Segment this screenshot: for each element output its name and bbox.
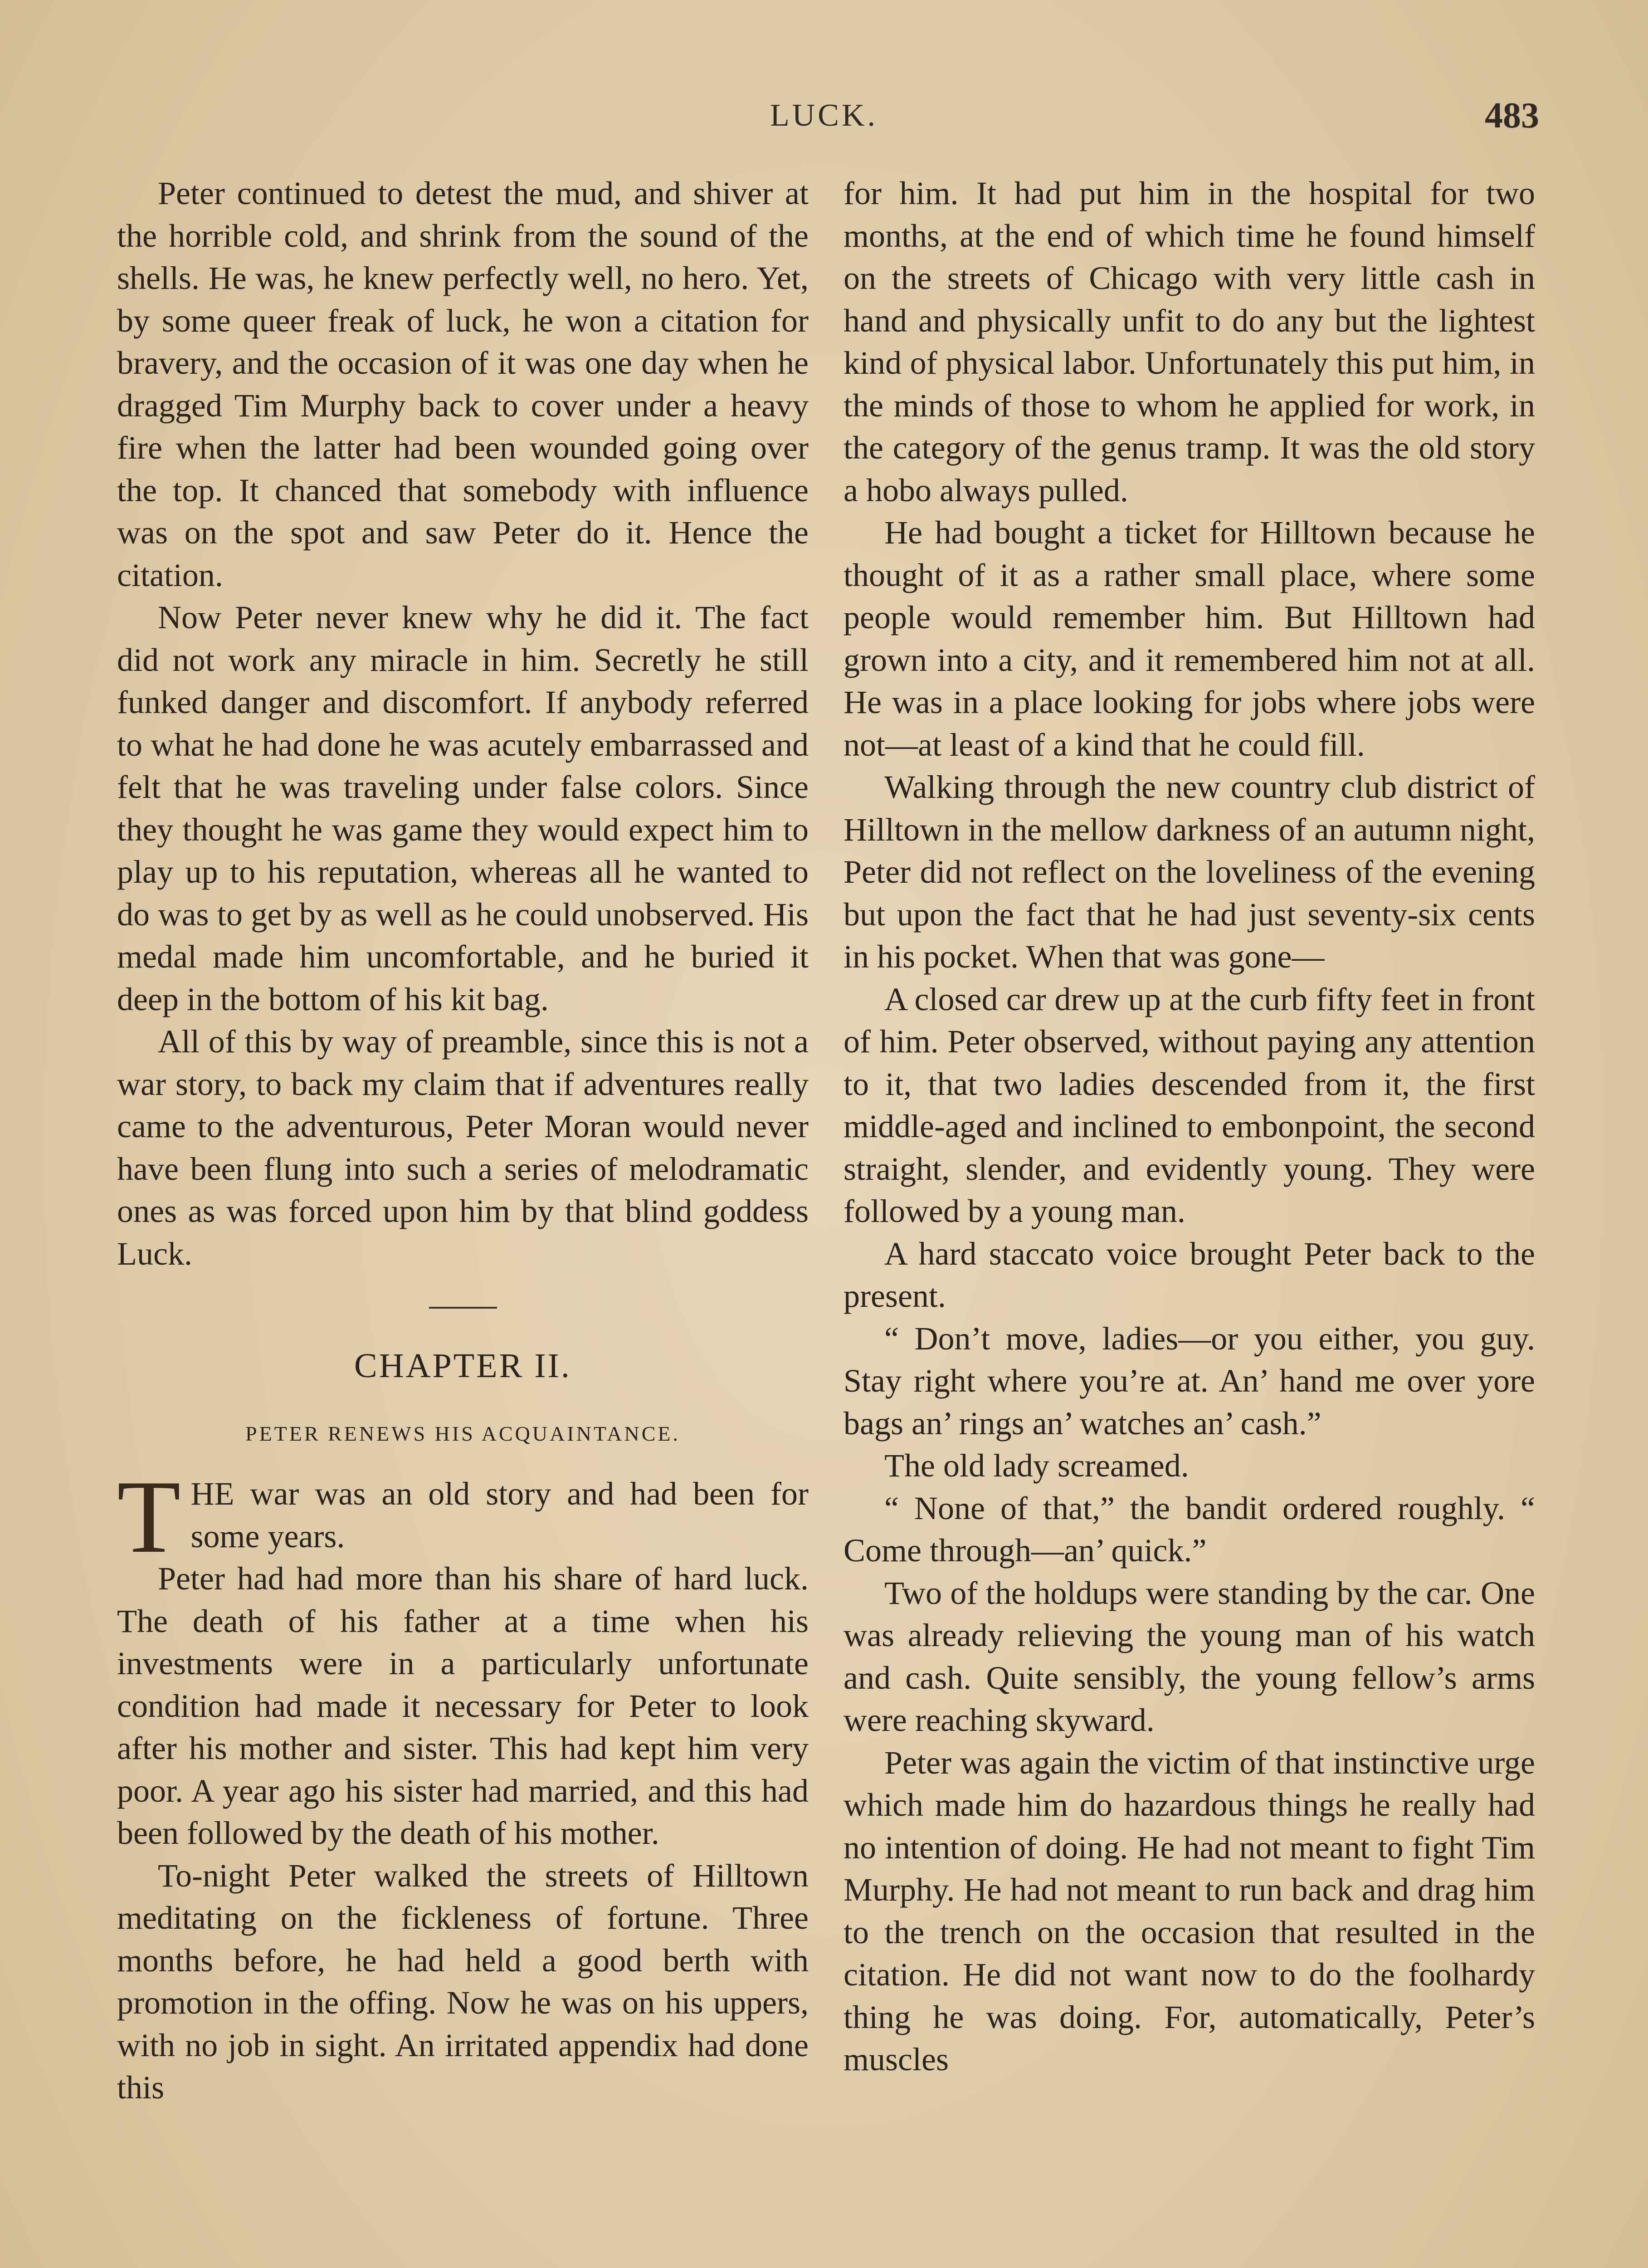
paragraph: Peter was again the victim of that instinctive urge which made him do hazardous things he really had no intention of doing. He had not meant to fight Tim Murphy. He had not meant to run back and drag him to the trench on the occasion that resulted in the citation. He did not want now to do the foolhardy thing he was doing. For, automatically, Peter’s muscles [844, 1744, 1535, 2077]
paragraph: All of this by way of preamble, since this is not a war story, to back my claim that if adventures really came to the adventurous, Peter Moran would never have been flung into such a series of melodramatic ones as was forced upon him by that blind goddess Luck. [117, 1023, 809, 1272]
opening-text: HE war was an old story and had been for some years. [190, 1476, 809, 1554]
paragraph-continued: for him. It had put him in the hospital for two months, at the end of which time he found himself on the streets of Chicago with very little cash in hand and physically unfit to do any but the lightest kind of physical labor. Unfortunately this put him, in the minds of those to whom he applied for work, in the category of the genus tramp. It was the old story a hobo always pulled. [844, 175, 1535, 508]
section-divider [429, 1307, 497, 1309]
opening-paragraph [117, 1459, 809, 1574]
chapter-subtitle: PETER RENEWS HIS ACQUAINTANCE. [245, 1422, 680, 1445]
paragraph: Walking through the new country club district of Hilltown in the mellow darkness of an autumn night, Peter did not reflect on the loveliness of the evening but upon the fact that he had just seventy-six cents in his pocket. When that was gone— [844, 769, 1535, 975]
paragraph: Two of the holdups were standing by the car. One was already relieving the young man of his watch and cash. Quite sensibly, the young fellow’s arms were reaching skyward. [844, 1574, 1535, 1738]
page-number: 483 [1485, 96, 1539, 136]
paragraph: He had bought a ticket for Hilltown because he thought of it as a rather small place, where some people would remember him. But Hilltown had grown into a city, and it remembered him not at all. He was in a place looking for jobs where jobs were not—at least of a kind that he could fill. [844, 514, 1535, 763]
paragraph: “ Don’t move, ladies—or you either, you guy. Stay right where you’re at. An’ hand me over yore bags an’ rings an’ watches an’ cash.” [844, 1320, 1535, 1442]
running-head-title: LUCK. [770, 98, 878, 133]
paragraph: Peter continued to detest the mud, and shiver at the horrible cold, and shrink from the sound of the shells. He was, he knew perfectly well, no hero. Yet, by some queer freak of luck, he won a citation for bravery, and the occasion of it was one day when he dragged Tim Murphy back to cover under a heavy fire when the latter had been wounded going over the top. It chanced that somebody with influence was on the spot and saw Peter do it. Hence the citation. [117, 175, 809, 593]
paragraph: A hard staccato voice brought Peter back to the present. [844, 1235, 1535, 1314]
right-column [844, 172, 1535, 2081]
paragraph: A closed car drew up at the curb fifty feet in front of him. Peter observed, without paying any attention to it, that two ladies descended from it, the first middle-aged and inclined to embonpoint, the second straight, slender, and evidently young. They were followed by a young man. [844, 981, 1535, 1229]
paragraph: The old lady screamed. [884, 1447, 1189, 1484]
left-column [117, 172, 809, 2109]
chapter-title: CHAPTER II. [354, 1347, 571, 1385]
paragraph: “ None of that,” the bandit ordered roughly. “ Come through—an’ quick.” [844, 1490, 1535, 1569]
paragraph: To-night Peter walked the streets of Hilltown meditating on the fickleness of fortune. Three months before, he had held a good berth with promotion in the offing. Now he was on his uppers, with no job in sight. An irritated appendix had done this [117, 1857, 809, 2106]
paragraph: Now Peter never knew why he did it. The fact did not work any miracle in him. Secretly he still funked danger and discomfort. If anybody referred to what he had done he was acutely embarrassed and felt that he was traveling under false colors. Since they thought he was game they would expect him to play up to his reputation, whereas all he wanted to do was to get by as well as he could unobserved. His medal made him uncomfortable, and he buried it deep in the bottom of his kit bag. [117, 599, 809, 1017]
paragraph: Peter had had more than his share of hard luck. The death of his father at a time when his investments were in a particularly unfortunate condition had made it necessary for Peter to look after his mother and sister. This had kept him very poor. A year ago his sister had married, and this had been followed by the death of his mother. [117, 1560, 809, 1851]
drop-cap: T [117, 1459, 181, 1574]
